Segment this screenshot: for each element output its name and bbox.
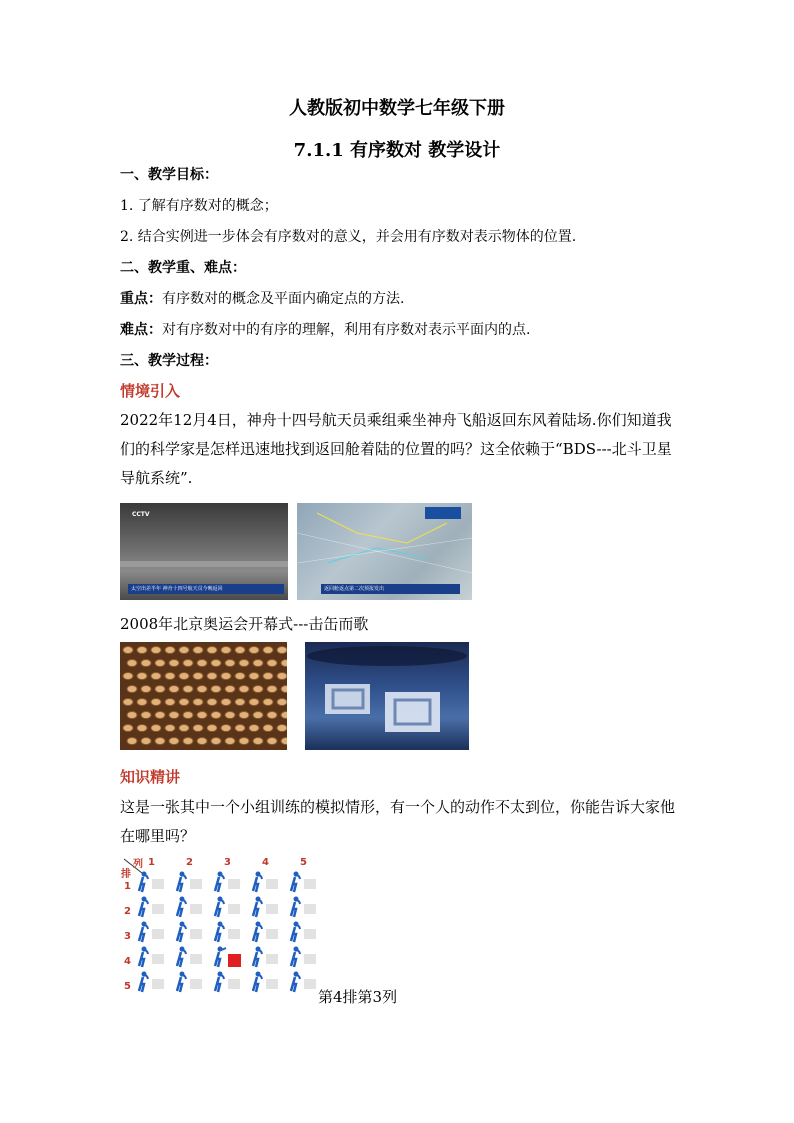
map-caption: 返回舱返点第二次预报发出 (321, 584, 460, 594)
fou-drum (267, 686, 277, 693)
person-figure (250, 871, 266, 897)
person-figure (250, 896, 266, 922)
person-figure (174, 896, 190, 922)
fou-drum (267, 660, 277, 667)
person-figure (136, 921, 152, 947)
seat-box (228, 979, 240, 989)
fou-drum (141, 738, 151, 745)
seat-box (304, 904, 316, 914)
fou-drum (123, 725, 133, 732)
fou-drum (179, 647, 189, 654)
goal-1: 1. 了解有序数对的概念； (120, 198, 278, 214)
fou-drums-image (120, 642, 287, 750)
fou-drum (249, 725, 259, 732)
seat-box (190, 929, 202, 939)
fou-drum (193, 725, 203, 732)
seat-box (304, 954, 316, 964)
fou-drum (123, 673, 133, 680)
goal-2: 2. 结合实例进一步体会有序数对的意义，并会用有序数对表示物体的位置. (120, 229, 577, 245)
seat-box (228, 904, 240, 914)
fou-drum (253, 686, 263, 693)
fou-drum (123, 699, 133, 706)
person-figure (212, 896, 228, 922)
col-number: 4 (262, 857, 269, 868)
knowledge-heading: 知识精讲 (120, 768, 181, 786)
highlight-marker (228, 954, 241, 967)
seat-box (228, 879, 240, 889)
seating-grid (120, 855, 320, 995)
col-number: 1 (148, 857, 155, 868)
misaligned-person-figure (212, 946, 228, 972)
fou-drum (179, 725, 189, 732)
fou-drum (239, 738, 249, 745)
fou-drum (141, 712, 151, 719)
cctv-news-caption: 太空出差半年 神舟十四号航天员今晚返回 (128, 584, 284, 594)
document-title: 人教版初中数学七年级下册 (289, 98, 505, 119)
fou-drum (165, 725, 175, 732)
stadium-display (305, 642, 469, 750)
person-figure (212, 971, 228, 997)
fou-drum (207, 647, 217, 654)
fou-drum (263, 699, 273, 706)
fou-drum (281, 712, 287, 719)
fou-drum (155, 686, 165, 693)
section-key-points: 二、教学重、难点： (120, 260, 246, 276)
person-figure (288, 946, 304, 972)
person-figure (136, 946, 152, 972)
section-teaching-process: 三、教学过程： (120, 353, 218, 369)
person-figure (136, 971, 152, 997)
channel-logo (425, 507, 461, 519)
fou-drum (263, 725, 273, 732)
fou-drums-pattern (120, 642, 287, 750)
fou-drum (127, 660, 137, 667)
fou-drum (253, 660, 263, 667)
fou-drum (193, 673, 203, 680)
person-figure (288, 971, 304, 997)
olympic-caption: 2008年北京奥运会开幕式---击缶而歌 (120, 615, 369, 633)
seat-box (266, 879, 278, 889)
seat-box (152, 979, 164, 989)
fou-drum (169, 660, 179, 667)
fou-drum (155, 712, 165, 719)
fou-drum (141, 686, 151, 693)
fou-drum (151, 647, 161, 654)
fou-drum (281, 660, 287, 667)
seat-box (152, 879, 164, 889)
fou-drum (225, 738, 235, 745)
fou-drum (127, 738, 137, 745)
person-figure (288, 871, 304, 897)
person-figure (174, 971, 190, 997)
fou-drum (239, 712, 249, 719)
key-point-line (120, 288, 404, 308)
fou-drum (123, 647, 133, 654)
seat-box (266, 904, 278, 914)
fou-drum (249, 673, 259, 680)
fou-drum (221, 699, 231, 706)
fou-drum (169, 686, 179, 693)
fou-drum (235, 647, 245, 654)
row-number: 2 (124, 906, 131, 917)
person-figure (174, 871, 190, 897)
seat-box (266, 954, 278, 964)
stadium-image (305, 642, 469, 750)
knowledge-paragraph: 这是一张其中一个小组训练的模拟情形，有一个人的动作不太到位，你能告诉大家他在哪里吗？ (120, 798, 676, 845)
fou-drum (151, 725, 161, 732)
col-header-label: 列 (133, 859, 143, 870)
fou-drum (277, 673, 287, 680)
fou-drum (165, 699, 175, 706)
fou-drum (155, 660, 165, 667)
fou-drum (183, 660, 193, 667)
seat-box (190, 904, 202, 914)
fou-drum (277, 647, 287, 654)
fou-drum (137, 673, 147, 680)
fou-drum (193, 699, 203, 706)
intro-paragraph: 2022年12月4日，神舟十四号航天员乘组乘坐神舟飞船返回东风着陆场.你们知道我们的科学家是怎样迅速地找到返回舱着陆的位置的吗？这全依赖于“BDS---北斗卫星导航系统”. (120, 411, 672, 487)
fou-drum (263, 673, 273, 680)
fou-drum (183, 712, 193, 719)
fou-drum (207, 673, 217, 680)
seat-box (152, 954, 164, 964)
fou-drum (127, 712, 137, 719)
difficult-point-line (120, 319, 530, 339)
fou-drum (211, 686, 221, 693)
fou-drum (137, 647, 147, 654)
cctv-news-image (120, 503, 288, 600)
fou-drum (211, 660, 221, 667)
fou-drum (183, 686, 193, 693)
fou-drum (197, 738, 207, 745)
fou-drum (169, 738, 179, 745)
fou-drum (277, 699, 287, 706)
person-figure (174, 946, 190, 972)
fou-drum (221, 647, 231, 654)
fou-drum (127, 686, 137, 693)
fou-drum (151, 673, 161, 680)
fou-drum (249, 647, 259, 654)
fou-drum (211, 738, 221, 745)
fou-drum (239, 660, 249, 667)
seat-box (190, 979, 202, 989)
key-point-label: 重点： (120, 291, 162, 307)
answer-text: 第4排第3列 (318, 988, 398, 1006)
seat-box (228, 929, 240, 939)
difficult-point-text: 对有序数对中的有序的理解，利用有序数对表示平面内的点. (162, 322, 531, 338)
seat-box (152, 904, 164, 914)
person-figure (212, 871, 228, 897)
row-number: 3 (124, 931, 131, 942)
col-number: 2 (186, 857, 193, 868)
col-number: 5 (300, 857, 307, 868)
row-number: 4 (124, 956, 131, 967)
fou-drum (207, 699, 217, 706)
fou-drum (165, 647, 175, 654)
fou-drum (225, 686, 235, 693)
fou-drum (137, 725, 147, 732)
fou-drum (183, 738, 193, 745)
person-figure (136, 871, 152, 897)
row-header-label: 排 (121, 869, 131, 880)
person-figure (288, 896, 304, 922)
seat-box (190, 954, 202, 964)
fou-drum (281, 686, 287, 693)
cctv-logo: CCTV (132, 511, 150, 518)
seat-box (304, 979, 316, 989)
fou-drum (151, 699, 161, 706)
fou-drum (137, 699, 147, 706)
person-figure (250, 946, 266, 972)
fou-drum (249, 699, 259, 706)
fou-drum (225, 712, 235, 719)
fou-drum (221, 725, 231, 732)
document-subtitle: 7.1.1 有序数对 教学设计 (293, 140, 501, 161)
seat-box (266, 929, 278, 939)
fou-drum (277, 725, 287, 732)
fou-drum (253, 738, 263, 745)
fou-drum (179, 699, 189, 706)
fou-drum (197, 660, 207, 667)
person-figure (250, 921, 266, 947)
fou-drum (267, 712, 277, 719)
fou-drum (239, 686, 249, 693)
seat-box (304, 929, 316, 939)
row-number: 1 (124, 881, 131, 892)
key-point-text: 有序数对的概念及平面内确定点的方法. (162, 291, 405, 307)
fou-drum (221, 673, 231, 680)
fou-drum (179, 673, 189, 680)
fou-drum (225, 660, 235, 667)
person-figure (288, 921, 304, 947)
fou-drum (267, 738, 277, 745)
fou-drum (235, 699, 245, 706)
fou-drum (197, 686, 207, 693)
fou-drum (165, 673, 175, 680)
fou-drum (235, 725, 245, 732)
person-figure (174, 921, 190, 947)
fou-drum (211, 712, 221, 719)
fou-drum (263, 647, 273, 654)
fou-drum (169, 712, 179, 719)
satellite-map-image (297, 503, 472, 600)
person-figure (250, 971, 266, 997)
fou-drum (253, 712, 263, 719)
seat-box (304, 879, 316, 889)
seat-box (190, 879, 202, 889)
fou-drum (281, 738, 287, 745)
row-number: 5 (124, 981, 131, 992)
section-teaching-goals: 一、教学目标： (120, 167, 218, 183)
fou-drum (141, 660, 151, 667)
fou-drum (155, 738, 165, 745)
fou-drum (235, 673, 245, 680)
difficult-point-label: 难点： (120, 322, 162, 338)
person-figure (136, 896, 152, 922)
person-figure (212, 921, 228, 947)
seat-box (152, 929, 164, 939)
fou-drum (193, 647, 203, 654)
col-number: 3 (224, 857, 231, 868)
fou-drum (197, 712, 207, 719)
intro-heading: 情境引入 (120, 382, 181, 400)
fou-drum (207, 725, 217, 732)
seat-box (266, 979, 278, 989)
